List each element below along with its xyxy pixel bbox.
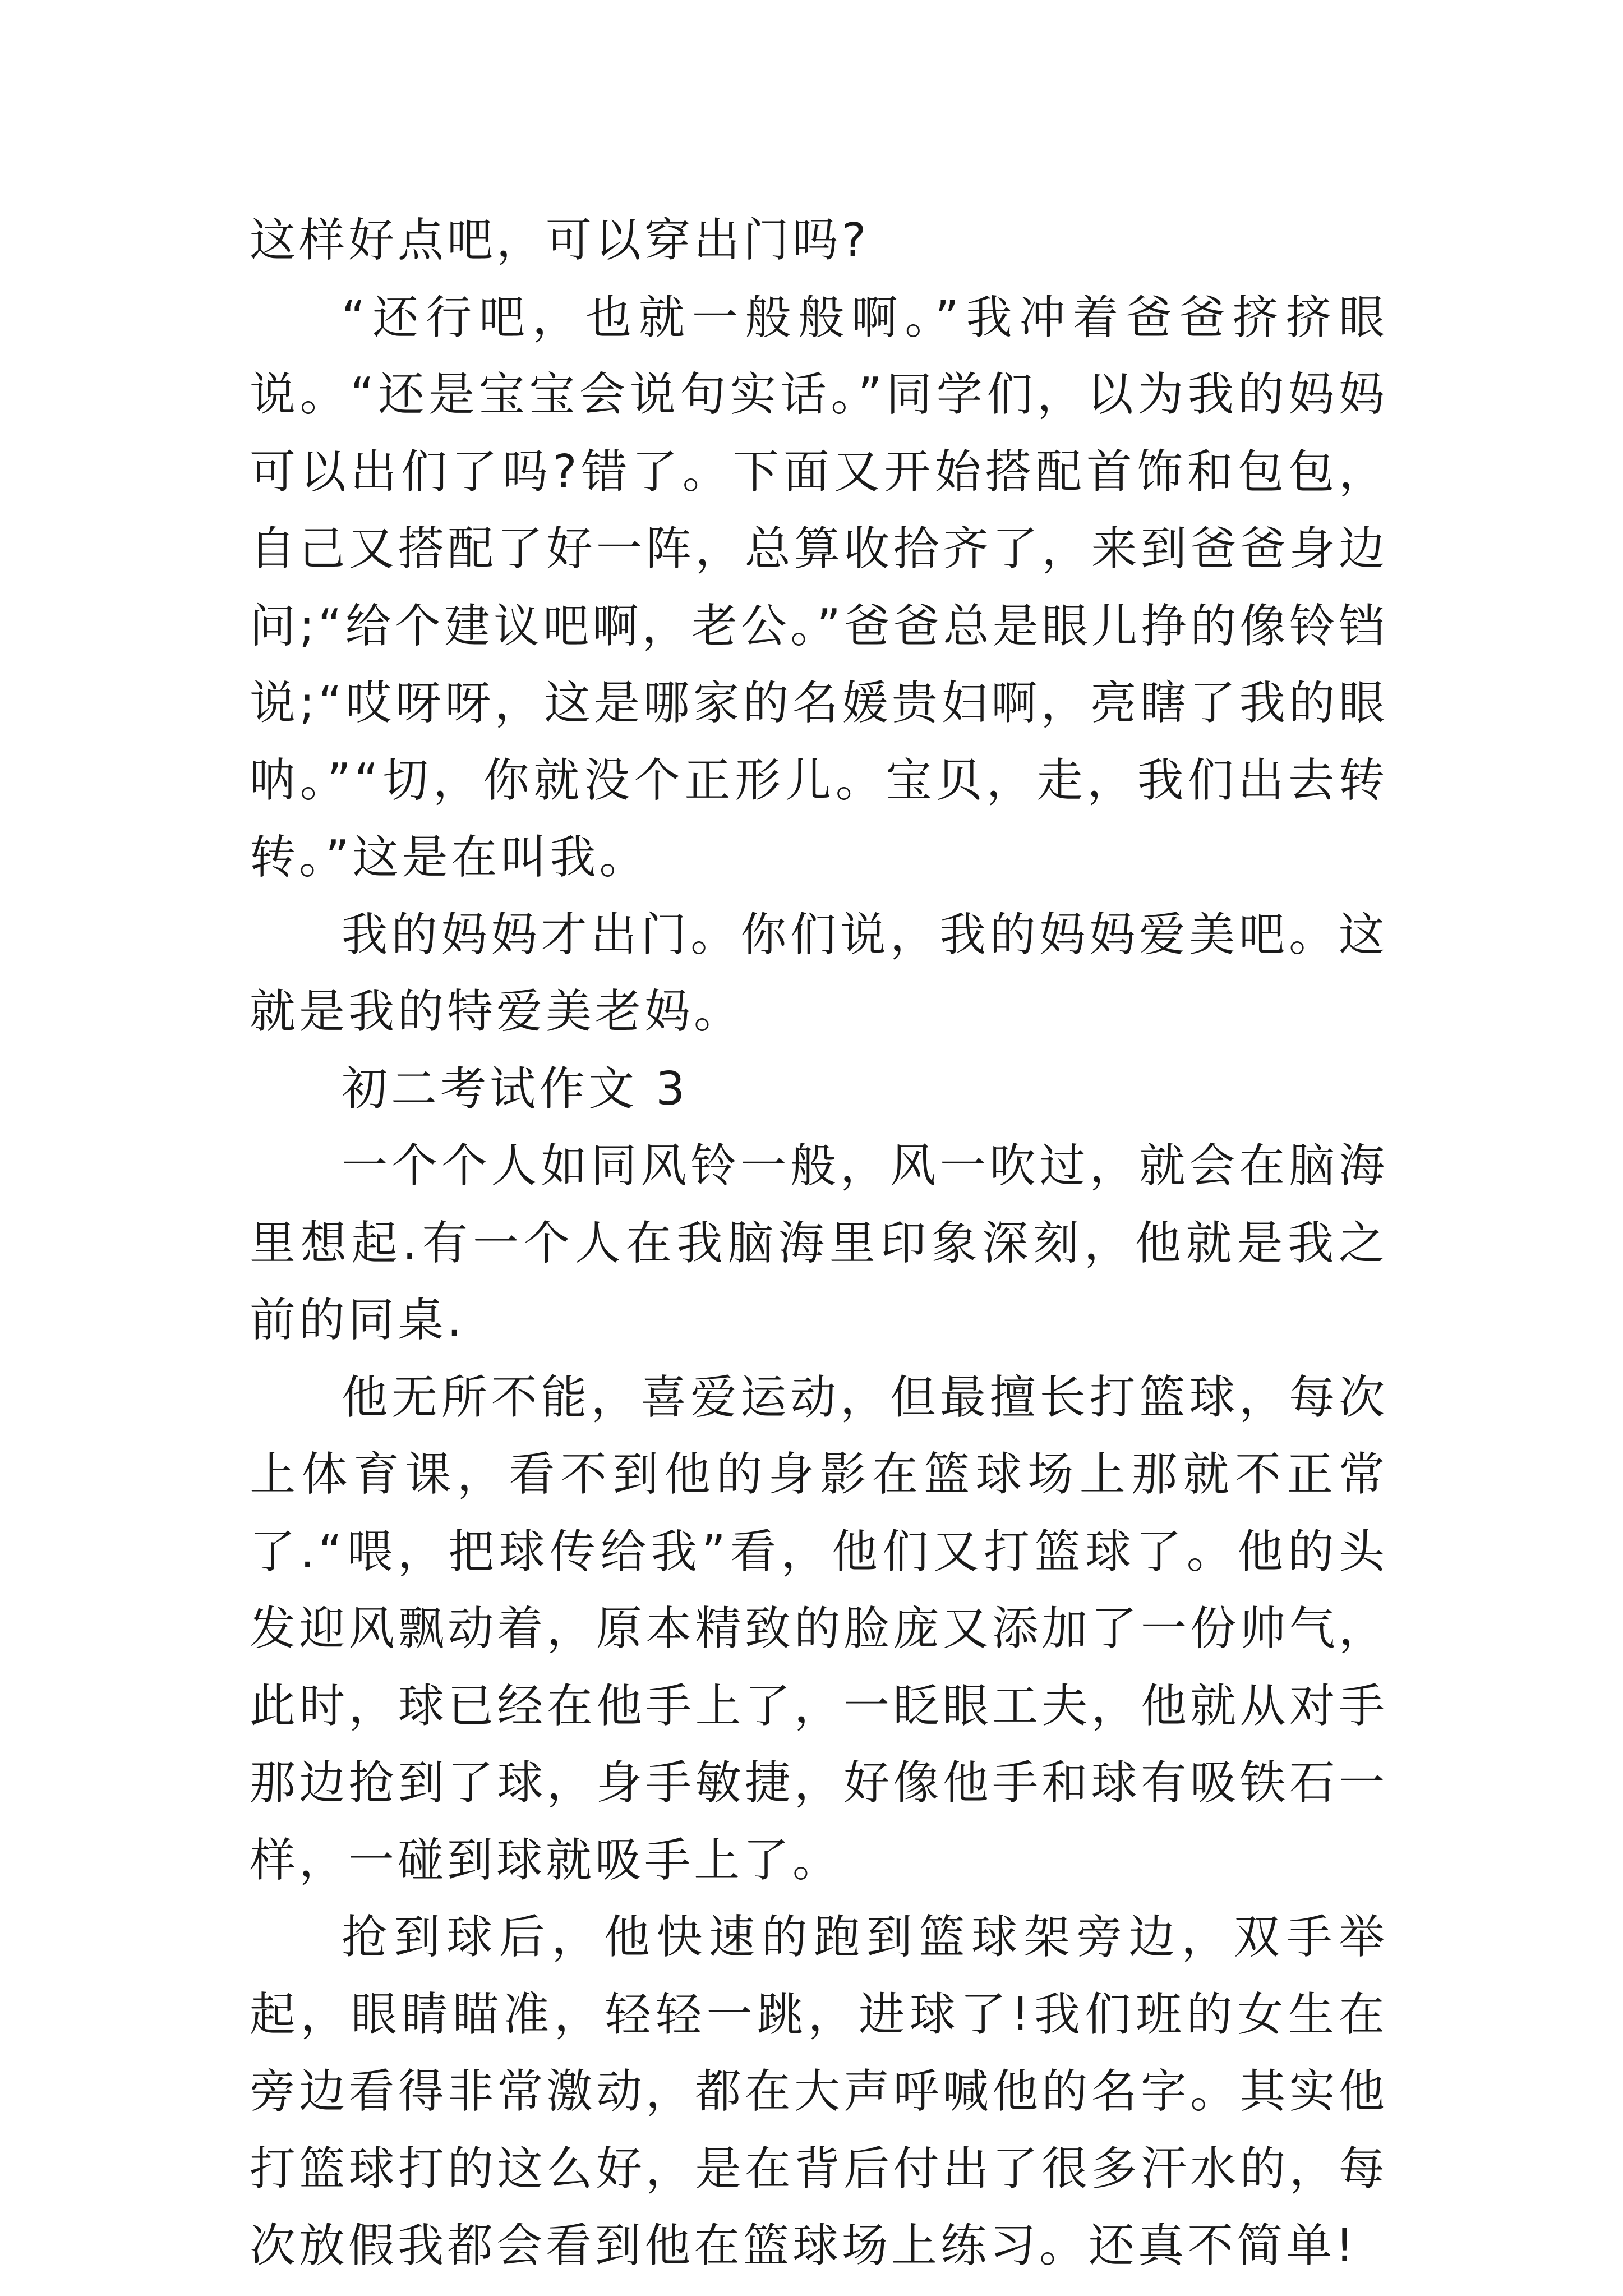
paragraph-continuation: 这样好点吧，可以穿出门吗? xyxy=(250,214,870,267)
paragraph-score: 抢到球后，他快速的跑到篮球架旁边，双手举起，眼睛瞄准，轻轻一跳，进球了!我们班的女生在旁边看得非常激动，都在大声呼喊他的名字。其实他打篮球打的这么好，是在背后付出了很多汗水的，每次放假我都会看到他在篮球场上练习。还真不简单! xyxy=(250,1911,1388,2272)
document-body xyxy=(250,202,1388,2285)
paragraph-basketball: 他无所不能，喜爱运动，但最擅长打篮球，每次上体育课，看不到他的身影在篮球场上那就不正常了.“喂，把球传给我”看，他们又打篮球了。他的头发迎风飘动着，原本精致的脸庞又添加了一份帅气，此时，球已经在他手上了，一眨眼工夫，他就从对手那边抢到了球，身手敏捷，好像他手和球有吸铁石一样，一碰到球就吸手上了。 xyxy=(250,1370,1388,1887)
paragraph-intro: 一个个人如同风铃一般，风一吹过，就会在脑海里想起.有一个人在我脑海里印象深刻，他就是我之前的同桌. xyxy=(250,1139,1388,1347)
essay-heading: 初二考试作文 3 xyxy=(342,1062,689,1116)
paragraph-dialogue: “还行吧，也就一般般啊。”我冲着爸爸挤挤眼说。“还是宝宝会说句实话。”同学们，以为我的妈妈可以出们了吗?错了。下面又开始搭配首饰和包包，自己又搭配了好一阵，总算收拾齐了，来到爸爸身边问;“给个建议吧啊，老公。”爸爸总是眼儿挣的像铃铛说;“哎呀呀，这是哪家的名媛贵妇啊，亮瞎了我的眼呐。”“切，你就没个正形儿。宝贝，走，我们出去转转。”这是在叫我。 xyxy=(250,291,1388,884)
paragraph-conclusion: 我的妈妈才出门。你们说，我的妈妈爱美吧。这就是我的特爱美老妈。 xyxy=(250,908,1388,1038)
